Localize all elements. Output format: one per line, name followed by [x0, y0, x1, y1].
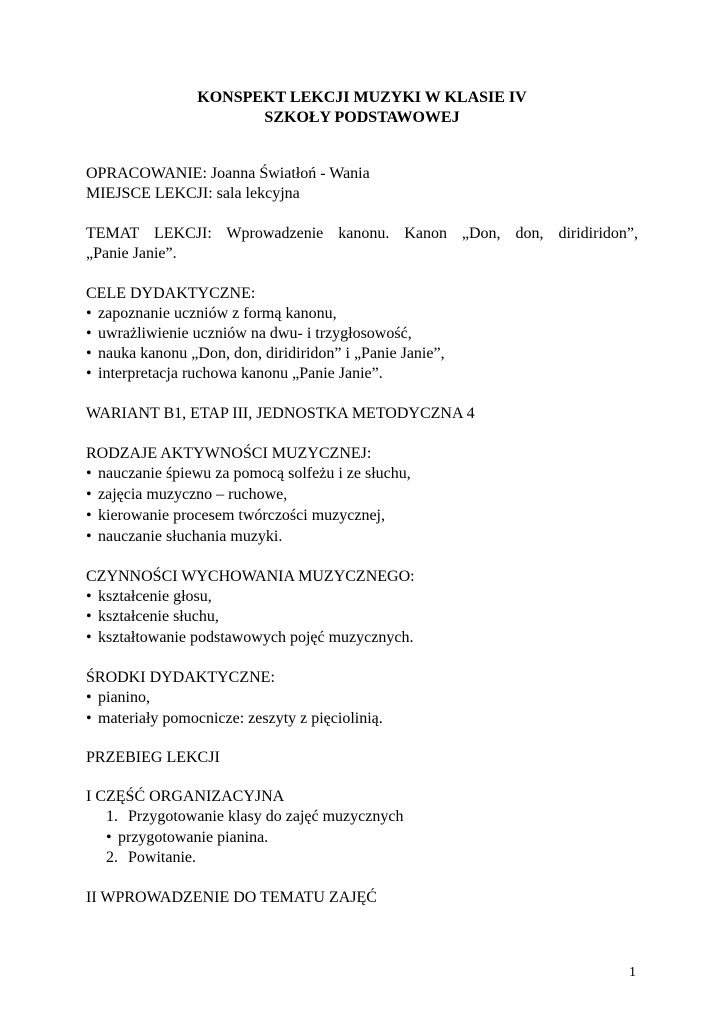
bullet-icon: •: [86, 507, 92, 524]
place-line: MIEJSCE LEKCJI: sala lekcyjna: [86, 185, 300, 202]
bullet-icon: •: [86, 629, 92, 646]
list-item: • uwrażliwienie uczniów na dwu- i trzygłosowość,: [86, 325, 412, 342]
bullet-icon: •: [86, 588, 92, 605]
bullet-icon: •: [86, 365, 92, 382]
variant-line: WARIANT B1, ETAP III, JEDNOSTKA METODYCZNA 4: [86, 405, 475, 422]
list-item: • kierowanie procesem twórczości muzycznej,: [86, 507, 385, 524]
education-heading: CZYNNOŚCI WYCHOWANIA MUZYCZNEGO:: [86, 568, 415, 585]
bullet-icon: •: [86, 608, 92, 625]
document-title-line1: KONSPEKT LEKCJI MUZYKI W KLASIE IV: [197, 89, 527, 106]
bullet-icon: •: [86, 528, 92, 545]
bullet-icon: •: [86, 325, 92, 342]
author-line: OPRACOWANIE: Joanna Światłoń - Wania: [86, 165, 370, 182]
list-item: • interpretacja ruchowa kanonu „Panie Janie”.: [86, 365, 383, 382]
bullet-icon: •: [86, 486, 92, 503]
bullet-icon: •: [86, 345, 92, 362]
bullet-icon: •: [86, 465, 92, 482]
list-item: • nauka kanonu „Don, don, diridiridon” i „Panie Janie”,: [86, 345, 445, 362]
topic-line2: „Panie Janie”.: [86, 245, 177, 262]
part2-heading: II WPROWADZENIE DO TEMATU ZAJĘĆ: [86, 889, 377, 906]
means-heading: ŚRODKI DYDAKTYCZNE:: [86, 669, 275, 686]
list-item: • kształcenie słuchu,: [86, 608, 219, 625]
list-item: • pianino,: [86, 689, 150, 706]
list-item: 1. Przygotowanie klasy do zajęć muzycznych: [106, 808, 404, 825]
goals-heading: CELE DYDAKTYCZNE:: [86, 285, 256, 302]
activities-heading: RODZAJE AKTYWNOŚCI MUZYCZNEJ:: [86, 445, 372, 462]
course-heading: PRZEBIEG LEKCJI: [86, 749, 220, 766]
document-title-line2: SZKOŁY PODSTAWOWEJ: [264, 109, 460, 126]
page-number: 1: [629, 965, 636, 980]
list-item: • kształtowanie podstawowych pojęć muzycznych.: [86, 629, 414, 646]
list-item: • nauczanie śpiewu za pomocą solfeżu i ze słuchu,: [86, 465, 411, 482]
topic-line1: TEMAT LEKCJI: Wprowadzenie kanonu. Kanon „Don, don, diridiridon”,: [86, 225, 638, 242]
list-item: 2. Powitanie.: [106, 849, 196, 866]
bullet-icon: •: [86, 689, 92, 706]
list-item: • zajęcia muzyczno – ruchowe,: [86, 486, 288, 503]
list-item: • materiały pomocnicze: zeszyty z pięciolinią.: [86, 710, 383, 727]
bullet-icon: •: [86, 710, 92, 727]
bullet-icon: •: [86, 305, 92, 322]
list-item: • nauczanie słuchania muzyki.: [86, 528, 283, 545]
list-item: • kształcenie głosu,: [86, 588, 212, 605]
list-item: • przygotowanie pianina.: [106, 829, 269, 846]
bullet-icon: •: [106, 829, 112, 846]
list-item: • zapoznanie uczniów z formą kanonu,: [86, 305, 337, 322]
part1-heading: I CZĘŚĆ ORGANIZACYJNA: [86, 788, 285, 805]
